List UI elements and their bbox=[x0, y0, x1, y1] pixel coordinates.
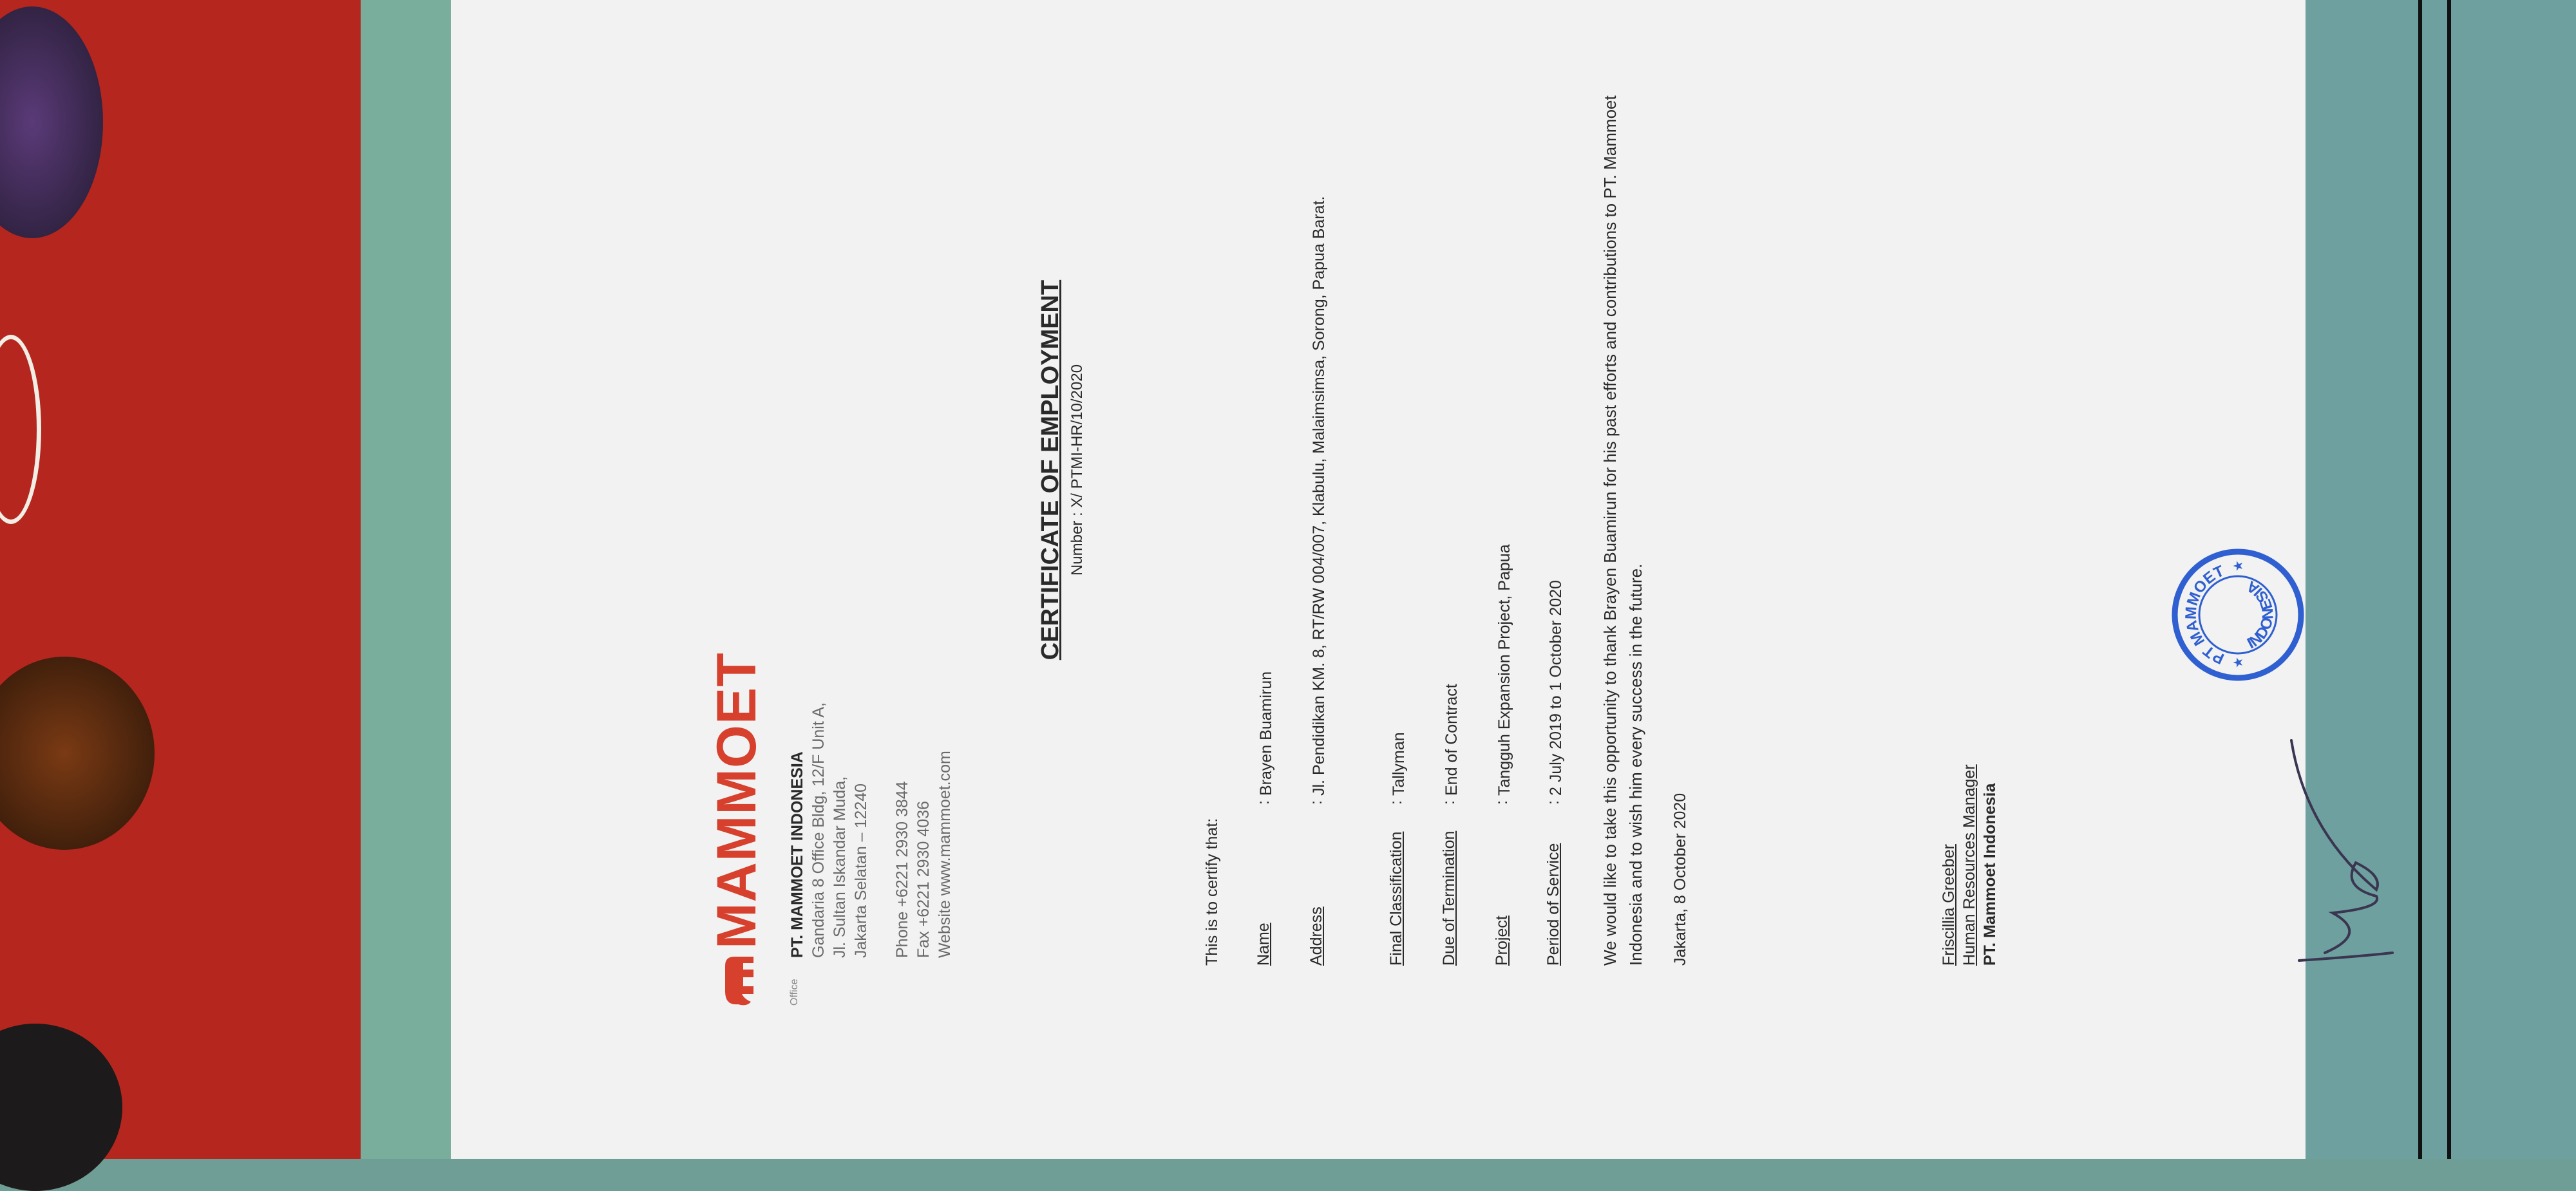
company-name: PT. MAMMOET INDONESIA bbox=[788, 751, 806, 958]
certificate-document bbox=[451, 0, 2306, 1159]
divider-line bbox=[2447, 0, 2451, 1159]
signatory-name: Friscillia Greeber bbox=[1940, 844, 1958, 966]
field-value: End of Contract bbox=[1443, 684, 1461, 796]
field-label: Final Classification bbox=[1387, 831, 1405, 966]
office-label: Office bbox=[789, 979, 800, 1006]
contact-info bbox=[892, 751, 956, 958]
company-stamp bbox=[2170, 547, 2306, 682]
field-label: Address bbox=[1307, 906, 1325, 966]
stamp-bottom-text: INDONESIA bbox=[2243, 577, 2277, 653]
field-row: Address : Jl. Pendidikan KM. 8, RT/RW 004/007, Klabulu, Malaimsimsa, Sorong, Papua Barat. bbox=[1307, 88, 1331, 966]
document-title: CERTIFICATE OF EMPLOYMENT bbox=[1037, 279, 1064, 661]
field-row: Name : Brayen Buamirun bbox=[1255, 88, 1278, 966]
field-label: Period of Service bbox=[1544, 843, 1562, 966]
field-value: Tallyman bbox=[1390, 732, 1408, 796]
intro-text: This is to certify that: bbox=[1203, 818, 1221, 966]
phone-number: Phone +6221 2930 3844 bbox=[893, 781, 911, 958]
place-date: Jakarta, 8 October 2020 bbox=[1671, 792, 1689, 966]
signatory-title: Human Resources Manager bbox=[1960, 764, 1978, 966]
field-label: Due of Termination bbox=[1440, 830, 1458, 966]
website: Website www.mammoet.com bbox=[936, 751, 954, 958]
svg-text:★: ★ bbox=[2231, 560, 2246, 572]
address-line: Jl. Sultan Iskandar Muda, bbox=[831, 776, 849, 958]
document-number: Number : X/ PTMI-HR/10/2020 bbox=[1068, 364, 1086, 576]
divider-line bbox=[2418, 0, 2422, 1159]
svg-text:★: ★ bbox=[2231, 657, 2246, 668]
closing-paragraph: We would like to take this opportunity to thank Brayen Buamirun for his past efforts and contributions to PT. Mammoet Indonesia and to wish him every success in the future. bbox=[1600, 95, 1645, 966]
address-line: Jakarta Selatan – 12240 bbox=[852, 783, 870, 958]
office-address bbox=[787, 702, 872, 958]
handwritten-signature bbox=[2280, 727, 2402, 972]
logo-text: MAMMOET bbox=[706, 652, 768, 949]
field-label: Project bbox=[1493, 915, 1511, 966]
svg-text:INDONESIA bbox=[2244, 577, 2277, 652]
title-block bbox=[1037, 116, 1086, 824]
field-row: Project : Tangguh Expansion Project, Papua bbox=[1493, 88, 1516, 966]
field-row: Final Classification : Tallyman bbox=[1387, 88, 1410, 966]
field-row: Due of Termination : End of Contract bbox=[1440, 88, 1463, 966]
field-label: Name bbox=[1255, 923, 1273, 966]
stamp-top-text: PT MAMMOET bbox=[2182, 562, 2227, 668]
teal-surface bbox=[2306, 0, 2576, 1159]
field-value: Brayen Buamirun bbox=[1257, 671, 1275, 796]
mammoth-icon bbox=[719, 953, 756, 1011]
field-value: Jl. Pendidikan KM. 8, RT/RW 004/007, Klabulu, Malaimsimsa, Sorong, Papua Barat. bbox=[1310, 196, 1328, 796]
fax-number: Fax +6221 2930 4036 bbox=[914, 801, 933, 958]
company-logo bbox=[705, 652, 769, 1011]
signatory-company: PT. Mammoet Indonesia bbox=[1981, 783, 1999, 966]
field-value: 2 July 2019 to 1 October 2020 bbox=[1547, 580, 1565, 796]
field-row: Period of Service : 2 July 2019 to 1 October 2020 bbox=[1544, 88, 1567, 966]
signatory-block bbox=[1938, 764, 2000, 966]
field-value: Tangguh Expansion Project, Papua bbox=[1495, 544, 1513, 796]
address-line: Gandaria 8 Office Bldg, 12/F Unit A, bbox=[810, 702, 828, 958]
